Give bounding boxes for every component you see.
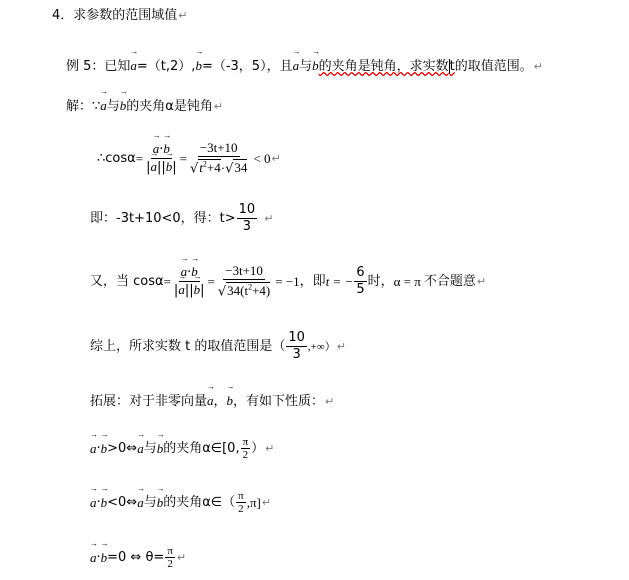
conclusion-text: 综上，所求实数 t 的取值范围是（ xyxy=(90,338,286,354)
example-a-def: =（t,2）, xyxy=(136,59,196,74)
paragraph-mark: ↵ xyxy=(261,495,272,509)
paragraph-mark: ↵ xyxy=(325,395,335,408)
pi-half-fraction: $\frac{\pi}{2}$ xyxy=(242,436,249,461)
paragraph-mark: ↵ xyxy=(336,339,346,353)
section-heading xyxy=(52,7,188,25)
ten-thirds-fraction: $\frac{10}{3}$ xyxy=(238,202,256,234)
property-acute: → a · → b >0⇔ → a 与 → b 的夹角α∈[0, $\frac{\pi}{2}$ ） ↵ xyxy=(90,436,274,461)
equals-minus-one: = −1 xyxy=(275,273,300,289)
solution-line xyxy=(66,97,223,116)
t-equals: t = − xyxy=(325,273,354,289)
paragraph-mark: ↵ xyxy=(533,60,543,73)
vector-a: → a xyxy=(207,392,214,410)
example-rest-underlined-2: 求实数 xyxy=(409,59,449,74)
solution-rest: 的夹角α是钝角 xyxy=(126,99,213,114)
prop3-cond: =0 ⇔ θ= xyxy=(107,549,165,565)
prop2-mid: 的夹角α∈（ xyxy=(163,494,236,510)
extension-label: 拓展：对于非零向量 xyxy=(90,394,208,409)
paragraph-mark: ↵ xyxy=(178,9,188,22)
vector-a: → a xyxy=(293,57,300,75)
solution-with: 与 xyxy=(106,99,120,114)
alpha-equals-pi: α = π xyxy=(393,273,421,289)
extension-line xyxy=(90,392,334,411)
vector-b: → b xyxy=(312,57,319,75)
prop2-end: ,π] xyxy=(246,494,261,510)
pi-half-fraction: $\frac{\pi}{2}$ xyxy=(167,545,173,570)
property-obtuse: → a · → b <0⇔ → a 与 → b 的夹角α∈（ $\frac{\pi}{2}$ ,π] ↵ xyxy=(90,490,271,515)
paragraph-mark: ↵ xyxy=(265,441,275,455)
vector-a: → a xyxy=(130,57,137,75)
prop2-cond: <0⇔ xyxy=(107,494,138,510)
vector-b: → b xyxy=(195,57,202,75)
example-label: 例 5：已知 xyxy=(66,59,131,74)
cos-prefix: ∴cosα xyxy=(97,150,136,166)
cos-value-fraction-2: $\frac{-3t+10}{√34(t^2+4)}$ xyxy=(217,263,271,300)
extension-tail: ，有如下性质： xyxy=(233,394,325,409)
example-rest-underlined-1: 的夹角是钝角， xyxy=(318,59,410,74)
prop1-cond: >0⇔ xyxy=(107,440,138,456)
equals-sign: = xyxy=(135,150,144,166)
heading-text: 4．求参数的范围域值 xyxy=(52,8,178,23)
solution-label: 解：∵ xyxy=(66,99,101,114)
example-t: t xyxy=(449,59,455,74)
vector-a: → a xyxy=(100,97,107,115)
cos-tail: < 0 xyxy=(253,150,271,166)
example-with: 与 xyxy=(299,59,313,74)
example-line xyxy=(66,57,543,76)
prop1-mid: 的夹角α∈[0, xyxy=(163,440,240,456)
prop1-end: ） xyxy=(251,440,265,456)
property-perpendicular: → a · → b =0 ⇔ θ= $\frac{\pi}{2}$ ↵ xyxy=(90,545,186,570)
then-text: ，即 xyxy=(299,273,326,289)
equals-sign: = xyxy=(207,273,215,289)
paragraph-mark: ↵ xyxy=(176,550,187,564)
inequality-line xyxy=(90,202,273,235)
special-case-line xyxy=(90,263,486,300)
example-b-def: =（-3，5），且 xyxy=(201,59,293,74)
example-rest-end: 的取值范围。 xyxy=(454,59,533,74)
inequality-text: 即：-3t+10<0，得：t> xyxy=(90,210,236,226)
then2-text: 时， xyxy=(367,273,394,289)
conclusion-fraction: $\frac{10}{3}$ xyxy=(288,330,305,362)
equals-sign: = xyxy=(163,273,171,289)
six-fifths-fraction: $\frac{6}{5}$ xyxy=(356,265,365,298)
cos-fraction: → $\frac{a\cdot\to b}{|\to a||\to b|}$ xyxy=(144,141,179,176)
pi-half-fraction: $\frac{\pi}{2}$ xyxy=(238,490,244,515)
vector-b: → b xyxy=(227,392,234,410)
cos-fraction-2: → $\frac{a\cdot\to b}{|\to a||\to b|}$ xyxy=(172,264,207,299)
cos-value-fraction: $\frac{-3t+10}{√t^2+4\cdot√34}$ xyxy=(189,140,248,177)
paragraph-mark: ↵ xyxy=(476,274,487,288)
cos-formula-line xyxy=(97,140,281,177)
paragraph-mark: ↵ xyxy=(213,100,224,113)
conclusion-line xyxy=(90,330,346,363)
conclusion-tail: ,+∞） xyxy=(307,340,336,353)
again-prefix: 又，当 cosα xyxy=(90,273,164,289)
paragraph-mark: ↵ xyxy=(271,151,281,165)
vector-b: → b xyxy=(120,97,127,115)
not-ok-text: 不合题意 xyxy=(423,273,476,289)
paragraph-mark: ↵ xyxy=(264,211,274,225)
extension-sep: ， xyxy=(213,394,227,409)
equals-sign: = xyxy=(179,150,187,166)
